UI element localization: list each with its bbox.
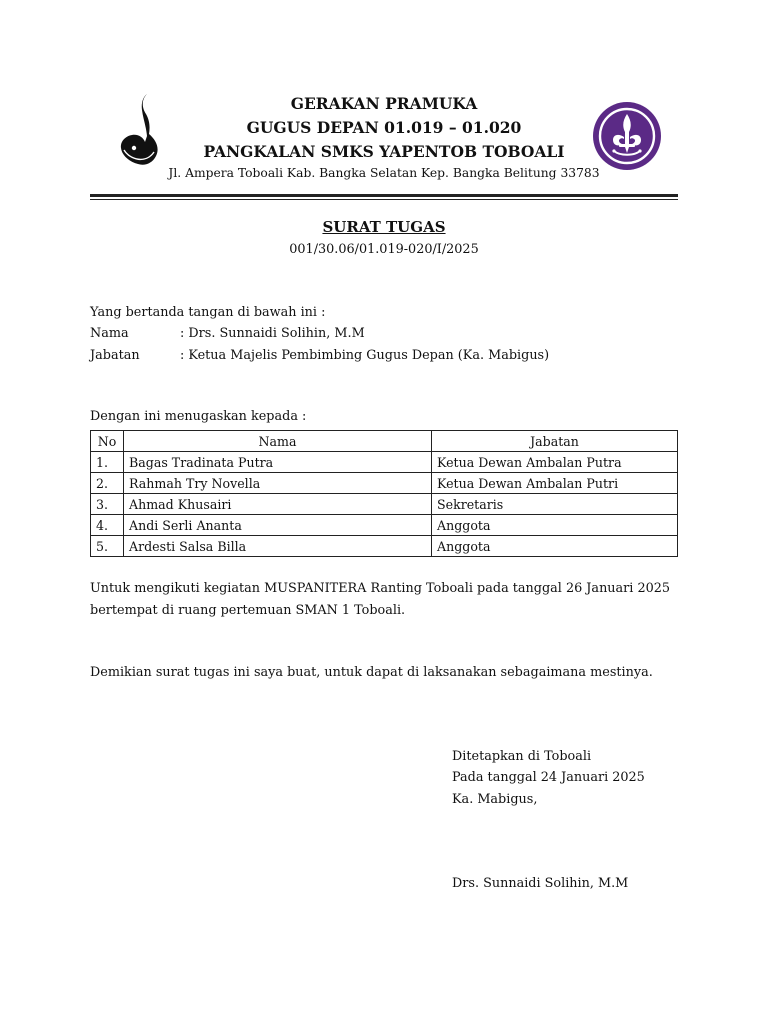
- assignment-table: [90, 430, 678, 557]
- cell-no: 1.: [91, 452, 124, 473]
- cell-nama: Bagas Tradinata Putra: [124, 452, 432, 473]
- signature-date: Pada tanggal 24 Januari 2025: [452, 770, 645, 785]
- cell-nama: Andi Serli Ananta: [124, 515, 432, 536]
- cell-no: 4.: [91, 515, 124, 536]
- position-value: : Ketua Majelis Pembimbing Gugus Depan (Ka. Mabigus): [180, 348, 550, 363]
- tunas-kelapa-icon: [116, 90, 164, 170]
- cell-jabatan: Ketua Dewan Ambalan Putri: [432, 473, 678, 494]
- signature-name: Drs. Sunnaidi Solihin, M.M: [452, 876, 629, 891]
- col-header-nama: Nama: [124, 431, 432, 452]
- name-value: : Drs. Sunnaidi Solihin, M.M: [180, 326, 365, 341]
- cell-jabatan: Anggota: [432, 515, 678, 536]
- signature-role: Ka. Mabigus,: [452, 792, 538, 807]
- address: Jl. Ampera Toboali Kab. Bangka Selatan Kep. Bangka Belitung 33783: [168, 166, 600, 180]
- purpose-line-1: Untuk mengikuti kegiatan MUSPANITERA Ranting Toboali pada tanggal 26 Januari 2025: [90, 581, 671, 596]
- cell-jabatan: Anggota: [432, 536, 678, 557]
- document-title: SURAT TUGAS: [322, 218, 446, 236]
- header-divider-thin: [90, 199, 678, 200]
- base-name: PANGKALAN SMKS YAPENTOB TOBOALI: [203, 142, 565, 161]
- cell-nama: Rahmah Try Novella: [124, 473, 432, 494]
- signatory-intro: Yang bertanda tangan di bawah ini :: [90, 305, 326, 320]
- purpose-line-2: bertempat di ruang pertemuan SMAN 1 Toboali.: [90, 603, 406, 618]
- signatory-name-row: [90, 326, 365, 341]
- org-name: GERAKAN PRAMUKA: [290, 94, 478, 113]
- closing-statement: Demikian surat tugas ini saya buat, untuk dapat di laksanakan sebagaimana mestinya.: [90, 665, 653, 680]
- cell-no: 5.: [91, 536, 124, 557]
- table-row: [91, 473, 678, 494]
- assignment-intro: Dengan ini menugaskan kepada :: [90, 409, 307, 424]
- table-row: [91, 494, 678, 515]
- name-label: Nama: [90, 326, 129, 341]
- table-header-row: [91, 431, 678, 452]
- cell-no: 2.: [91, 473, 124, 494]
- table-row: [91, 515, 678, 536]
- signatory-position-row: [90, 348, 549, 363]
- table-row: [91, 452, 678, 473]
- col-header-jabatan: Jabatan: [432, 431, 678, 452]
- unit-name: GUGUS DEPAN 01.019 – 01.020: [246, 118, 522, 137]
- document-number: 001/30.06/01.019-020/I/2025: [289, 242, 479, 257]
- cell-jabatan: Ketua Dewan Ambalan Putra: [432, 452, 678, 473]
- table-row: [91, 536, 678, 557]
- cell-jabatan: Sekretaris: [432, 494, 678, 515]
- cell-nama: Ahmad Khusairi: [124, 494, 432, 515]
- header-divider-thick: [90, 194, 678, 197]
- position-label: Jabatan: [90, 348, 140, 363]
- cell-no: 3.: [91, 494, 124, 515]
- signature-place: Ditetapkan di Toboali: [452, 749, 592, 764]
- col-header-no: No: [91, 431, 124, 452]
- world-scout-emblem-icon: [592, 101, 662, 171]
- cell-nama: Ardesti Salsa Billa: [124, 536, 432, 557]
